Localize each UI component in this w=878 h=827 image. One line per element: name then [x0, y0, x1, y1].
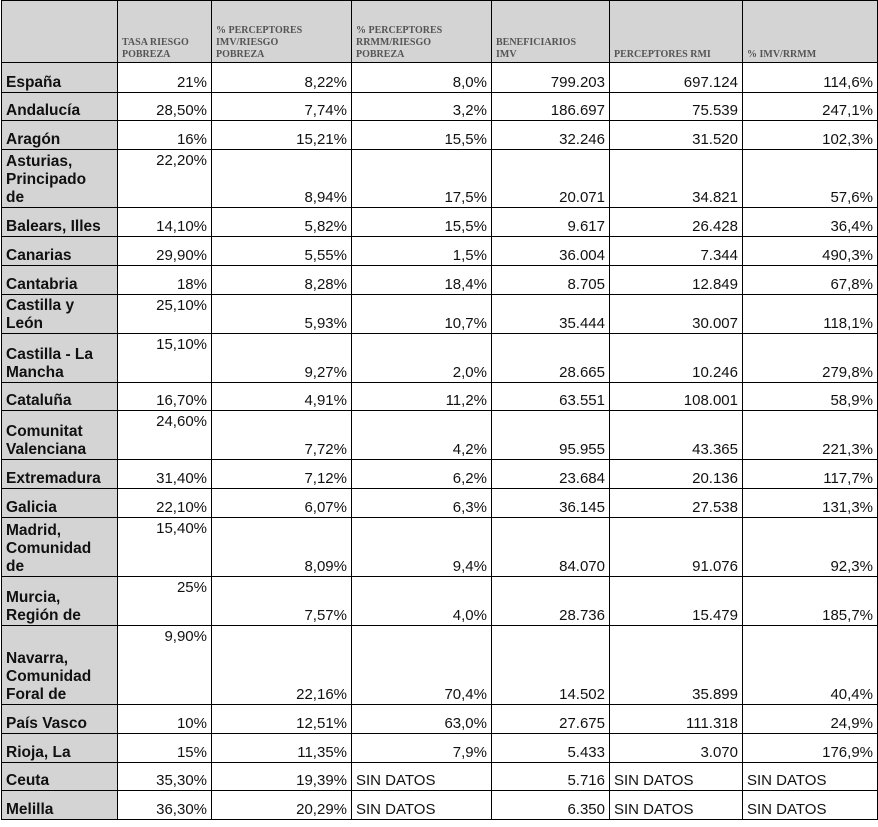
header-imv-rrmm: % IMV/RRMM	[743, 1, 878, 63]
cell-imv-rrmm: SIN DATOS	[743, 791, 878, 820]
cell-imv-riesgo: 11,35%	[212, 734, 352, 763]
cell-imv-rrmm: 117,7%	[743, 460, 878, 489]
cell-rrmm-riesgo: 18,4%	[352, 266, 492, 295]
cell-imv-rrmm: 67,8%	[743, 266, 878, 295]
header-imv-riesgo: % PERCEPTORES IMV/RIESGO POBREZA	[212, 1, 352, 63]
cell-beneficiarios-imv: 6.350	[492, 791, 610, 820]
cell-tasa-riesgo: 22,10%	[118, 489, 212, 518]
table-row	[2, 791, 878, 820]
cell-imv-riesgo: 8,28%	[212, 266, 352, 295]
region-name: Madrid, Comunidad de	[2, 518, 118, 577]
header-row	[2, 1, 878, 63]
cell-tasa-riesgo: 29,90%	[118, 237, 212, 266]
cell-imv-rrmm: 490,3%	[743, 237, 878, 266]
table-row	[2, 237, 878, 266]
cell-perceptores-rmi: 12.849	[610, 266, 743, 295]
table-row	[2, 295, 878, 334]
poverty-benefits-table	[1, 0, 878, 820]
table-row	[2, 460, 878, 489]
cell-tasa-riesgo: 15%	[118, 734, 212, 763]
cell-tasa-riesgo: 21%	[118, 63, 212, 93]
cell-imv-riesgo: 8,22%	[212, 63, 352, 93]
header-perceptores-rmi: PERCEPTORES RMI	[610, 1, 743, 63]
region-name: Ceuta	[2, 763, 118, 791]
cell-imv-riesgo: 12,51%	[212, 705, 352, 734]
cell-imv-rrmm: 24,9%	[743, 705, 878, 734]
cell-tasa-riesgo: 25%	[118, 577, 212, 626]
cell-perceptores-rmi: 43.365	[610, 411, 743, 460]
cell-imv-rrmm: 57,6%	[743, 150, 878, 208]
cell-imv-riesgo: 5,82%	[212, 208, 352, 237]
table-row	[2, 489, 878, 518]
cell-rrmm-riesgo: 11,2%	[352, 383, 492, 411]
cell-tasa-riesgo: 16%	[118, 121, 212, 150]
cell-perceptores-rmi: 15.479	[610, 577, 743, 626]
table-row	[2, 411, 878, 460]
cell-beneficiarios-imv: 20.071	[492, 150, 610, 208]
cell-perceptores-rmi: 31.520	[610, 121, 743, 150]
cell-rrmm-riesgo: 8,0%	[352, 63, 492, 93]
cell-imv-riesgo: 8,94%	[212, 150, 352, 208]
region-name: Cataluña	[2, 383, 118, 411]
cell-beneficiarios-imv: 32.246	[492, 121, 610, 150]
cell-imv-riesgo: 4,91%	[212, 383, 352, 411]
cell-beneficiarios-imv: 8.705	[492, 266, 610, 295]
cell-imv-riesgo: 7,12%	[212, 460, 352, 489]
region-name: Galicia	[2, 489, 118, 518]
cell-tasa-riesgo: 36,30%	[118, 791, 212, 820]
cell-tasa-riesgo: 31,40%	[118, 460, 212, 489]
region-name: Canarias	[2, 237, 118, 266]
cell-imv-riesgo: 20,29%	[212, 791, 352, 820]
header-tasa-riesgo: TASA RIESGO POBREZA	[118, 1, 212, 63]
table-row	[2, 383, 878, 411]
cell-imv-riesgo: 22,16%	[212, 626, 352, 705]
cell-beneficiarios-imv: 186.697	[492, 93, 610, 121]
cell-rrmm-riesgo: 15,5%	[352, 208, 492, 237]
region-name: Asturias, Principado de	[2, 150, 118, 208]
cell-imv-riesgo: 7,57%	[212, 577, 352, 626]
region-name: Comunitat Valenciana	[2, 411, 118, 460]
table-row	[2, 734, 878, 763]
cell-imv-riesgo: 7,72%	[212, 411, 352, 460]
cell-beneficiarios-imv: 5.716	[492, 763, 610, 791]
header-beneficiarios-imv: BENEFICIARIOS IMV	[492, 1, 610, 63]
cell-rrmm-riesgo: 15,5%	[352, 121, 492, 150]
cell-rrmm-riesgo: 6,2%	[352, 460, 492, 489]
cell-rrmm-riesgo: 2,0%	[352, 334, 492, 383]
region-name: Navarra, Comunidad Foral de	[2, 626, 118, 705]
cell-tasa-riesgo: 24,60%	[118, 411, 212, 460]
header-rrmm-riesgo: % PERCEPTORES RRMM/RIESGO POBREZA	[352, 1, 492, 63]
cell-beneficiarios-imv: 14.502	[492, 626, 610, 705]
cell-imv-riesgo: 6,07%	[212, 489, 352, 518]
cell-imv-rrmm: 185,7%	[743, 577, 878, 626]
region-name: Cantabria	[2, 266, 118, 295]
cell-perceptores-rmi: 30.007	[610, 295, 743, 334]
cell-imv-rrmm: 36,4%	[743, 208, 878, 237]
cell-beneficiarios-imv: 9.617	[492, 208, 610, 237]
cell-imv-rrmm: 221,3%	[743, 411, 878, 460]
table-row	[2, 577, 878, 626]
cell-tasa-riesgo: 15,40%	[118, 518, 212, 577]
cell-rrmm-riesgo: SIN DATOS	[352, 791, 492, 820]
cell-tasa-riesgo: 35,30%	[118, 763, 212, 791]
cell-beneficiarios-imv: 27.675	[492, 705, 610, 734]
cell-tasa-riesgo: 28,50%	[118, 93, 212, 121]
cell-imv-rrmm: 92,3%	[743, 518, 878, 577]
cell-rrmm-riesgo: 3,2%	[352, 93, 492, 121]
cell-perceptores-rmi: SIN DATOS	[610, 791, 743, 820]
cell-beneficiarios-imv: 36.145	[492, 489, 610, 518]
table-row	[2, 266, 878, 295]
cell-imv-rrmm: SIN DATOS	[743, 763, 878, 791]
region-name: Melilla	[2, 791, 118, 820]
header-corner	[2, 1, 118, 63]
cell-imv-rrmm: 114,6%	[743, 63, 878, 93]
cell-perceptores-rmi: 75.539	[610, 93, 743, 121]
cell-perceptores-rmi: 91.076	[610, 518, 743, 577]
cell-rrmm-riesgo: 7,9%	[352, 734, 492, 763]
cell-beneficiarios-imv: 35.444	[492, 295, 610, 334]
region-name: España	[2, 63, 118, 93]
cell-tasa-riesgo: 14,10%	[118, 208, 212, 237]
cell-beneficiarios-imv: 28.665	[492, 334, 610, 383]
cell-tasa-riesgo: 25,10%	[118, 295, 212, 334]
cell-beneficiarios-imv: 28.736	[492, 577, 610, 626]
cell-beneficiarios-imv: 63.551	[492, 383, 610, 411]
region-name: Balears, Illes	[2, 208, 118, 237]
cell-rrmm-riesgo: 10,7%	[352, 295, 492, 334]
cell-rrmm-riesgo: 6,3%	[352, 489, 492, 518]
cell-perceptores-rmi: 35.899	[610, 626, 743, 705]
table-row	[2, 121, 878, 150]
cell-imv-rrmm: 58,9%	[743, 383, 878, 411]
cell-imv-rrmm: 118,1%	[743, 295, 878, 334]
table-row	[2, 626, 878, 705]
cell-tasa-riesgo: 16,70%	[118, 383, 212, 411]
table-row	[2, 208, 878, 237]
cell-tasa-riesgo: 15,10%	[118, 334, 212, 383]
table-row	[2, 334, 878, 383]
cell-perceptores-rmi: 10.246	[610, 334, 743, 383]
cell-imv-rrmm: 279,8%	[743, 334, 878, 383]
table-row	[2, 93, 878, 121]
cell-imv-riesgo: 5,55%	[212, 237, 352, 266]
cell-imv-riesgo: 9,27%	[212, 334, 352, 383]
cell-rrmm-riesgo: 9,4%	[352, 518, 492, 577]
cell-imv-rrmm: 131,3%	[743, 489, 878, 518]
cell-imv-riesgo: 8,09%	[212, 518, 352, 577]
cell-perceptores-rmi: 111.318	[610, 705, 743, 734]
cell-perceptores-rmi: 26.428	[610, 208, 743, 237]
cell-perceptores-rmi: 27.538	[610, 489, 743, 518]
cell-tasa-riesgo: 9,90%	[118, 626, 212, 705]
region-name: Castilla - La Mancha	[2, 334, 118, 383]
table-row	[2, 150, 878, 208]
cell-beneficiarios-imv: 5.433	[492, 734, 610, 763]
table-row	[2, 763, 878, 791]
region-name: Murcia, Región de	[2, 577, 118, 626]
cell-tasa-riesgo: 22,20%	[118, 150, 212, 208]
cell-tasa-riesgo: 18%	[118, 266, 212, 295]
cell-rrmm-riesgo: 70,4%	[352, 626, 492, 705]
cell-beneficiarios-imv: 95.955	[492, 411, 610, 460]
region-name: Andalucía	[2, 93, 118, 121]
cell-rrmm-riesgo: 63,0%	[352, 705, 492, 734]
cell-tasa-riesgo: 10%	[118, 705, 212, 734]
region-name: Castilla y León	[2, 295, 118, 334]
cell-rrmm-riesgo: SIN DATOS	[352, 763, 492, 791]
cell-perceptores-rmi: 3.070	[610, 734, 743, 763]
cell-perceptores-rmi: 697.124	[610, 63, 743, 93]
cell-imv-rrmm: 102,3%	[743, 121, 878, 150]
region-name: Rioja, La	[2, 734, 118, 763]
cell-rrmm-riesgo: 1,5%	[352, 237, 492, 266]
cell-perceptores-rmi: 34.821	[610, 150, 743, 208]
cell-perceptores-rmi: 20.136	[610, 460, 743, 489]
cell-imv-riesgo: 19,39%	[212, 763, 352, 791]
cell-rrmm-riesgo: 17,5%	[352, 150, 492, 208]
table-row	[2, 518, 878, 577]
cell-imv-rrmm: 247,1%	[743, 93, 878, 121]
table-row	[2, 63, 878, 93]
cell-perceptores-rmi: 7.344	[610, 237, 743, 266]
cell-perceptores-rmi: 108.001	[610, 383, 743, 411]
cell-beneficiarios-imv: 799.203	[492, 63, 610, 93]
cell-imv-rrmm: 176,9%	[743, 734, 878, 763]
table-body	[2, 63, 878, 820]
cell-imv-rrmm: 40,4%	[743, 626, 878, 705]
region-name: País Vasco	[2, 705, 118, 734]
region-name: Aragón	[2, 121, 118, 150]
cell-perceptores-rmi: SIN DATOS	[610, 763, 743, 791]
cell-beneficiarios-imv: 84.070	[492, 518, 610, 577]
cell-imv-riesgo: 5,93%	[212, 295, 352, 334]
cell-imv-riesgo: 7,74%	[212, 93, 352, 121]
table-row	[2, 705, 878, 734]
cell-rrmm-riesgo: 4,2%	[352, 411, 492, 460]
cell-beneficiarios-imv: 36.004	[492, 237, 610, 266]
cell-beneficiarios-imv: 23.684	[492, 460, 610, 489]
region-name: Extremadura	[2, 460, 118, 489]
cell-imv-riesgo: 15,21%	[212, 121, 352, 150]
cell-rrmm-riesgo: 4,0%	[352, 577, 492, 626]
